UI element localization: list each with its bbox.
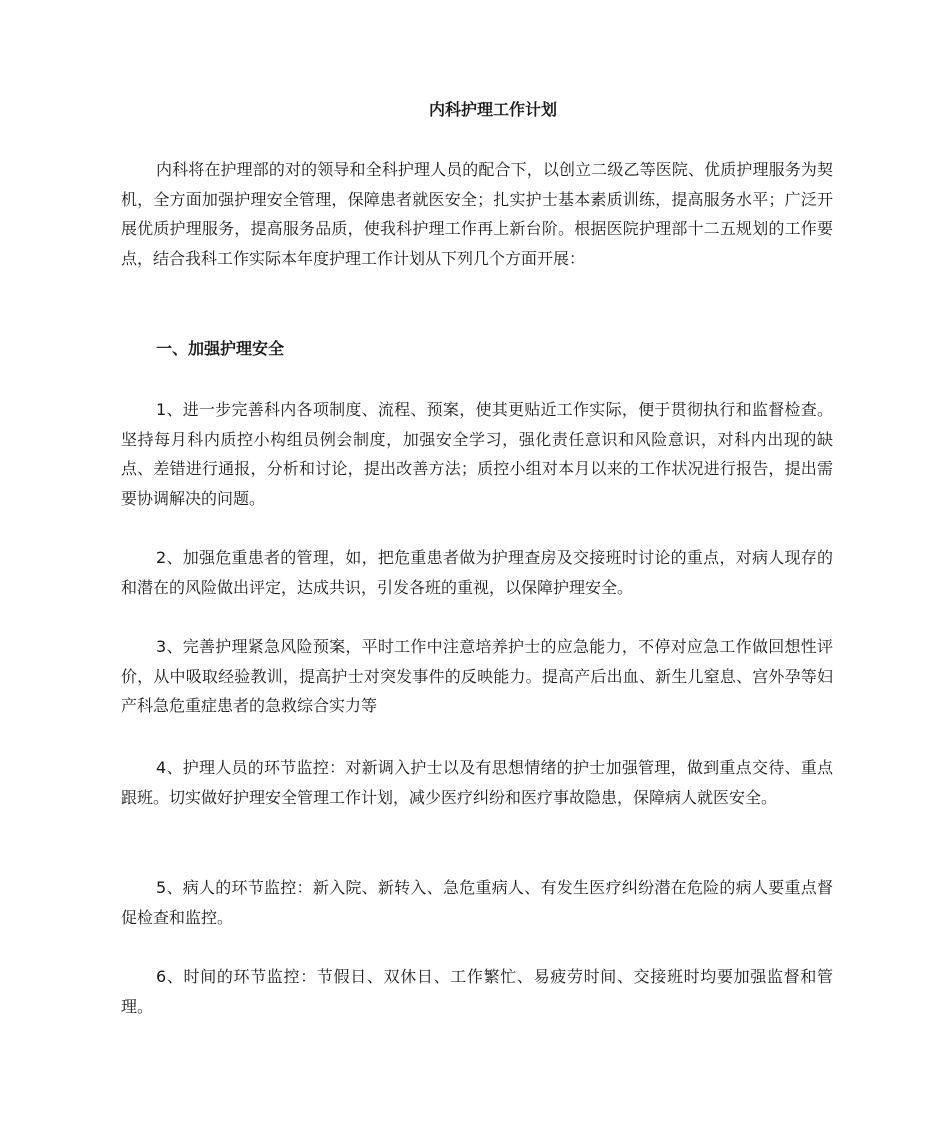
list-item: 3、完善护理紧急风险预案，平时工作中注意培养护士的应急能力，不停对应急工作做回想性评价，从中吸取经验教训，提高护士对突发事件的反映能力。提高产后出血、新生儿窒息、宫外孕等妇产科急危重症患者的急救综合实力等 (121, 637, 833, 715)
list-item: 4、护理人员的环节监控：对新调入护士以及有思想情绪的护士加强管理，做到重点交待、重点跟班。切实做好护理安全管理工作计划，减少医疗纠纷和医疗事故隐患，保障病人就医安全。 (121, 758, 833, 807)
list-item: 2、加强危重患者的管理，如，把危重患者做为护理查房及交接班时讨论的重点，对病人现存的和潜在的风险做出评定，达成共识，引发各班的重视，以保障护理安全。 (121, 548, 833, 597)
list-item: 5、病人的环节监控：新入院、新转入、急危重病人、有发生医疗纠纷潜在危险的病人要重点督促检查和监控。 (121, 878, 833, 927)
list-item: 6、时间的环节监控：节假日、双休日、工作繁忙、易疲劳时间、交接班时均要加强监督和管理。 (121, 967, 833, 1016)
section-heading: 一、加强护理安全 (156, 339, 285, 358)
list-item: 1、进一步完善科内各项制度、流程、预案，使其更贴近工作实际，便于贯彻执行和监督检查。坚持每月科内质控小构组员例会制度，加强安全学习，强化责任意识和风险意识，对科内出现的缺点、差错进行通报，分析和讨论，提出改善方法；质控小组对本月以来的工作状况进行报告，提出需要协调解决的问题。 (121, 400, 833, 508)
document-title: 内科护理工作计划 (428, 100, 557, 119)
intro-paragraph: 内科将在护理部的对的领导和全科护理人员的配合下，以创立二级乙等医院、优质护理服务为契机，全方面加强护理安全管理，保障患者就医安全；扎实护士基本素质训练，提高服务水平；广泛开展优质护理服务，提高服务品质，使我科护理工作再上新台阶。根据医院护理部十二五规划的工作要点，结合我科工作实际本年度护理工作计划从下列几个方面开展： (121, 160, 833, 268)
